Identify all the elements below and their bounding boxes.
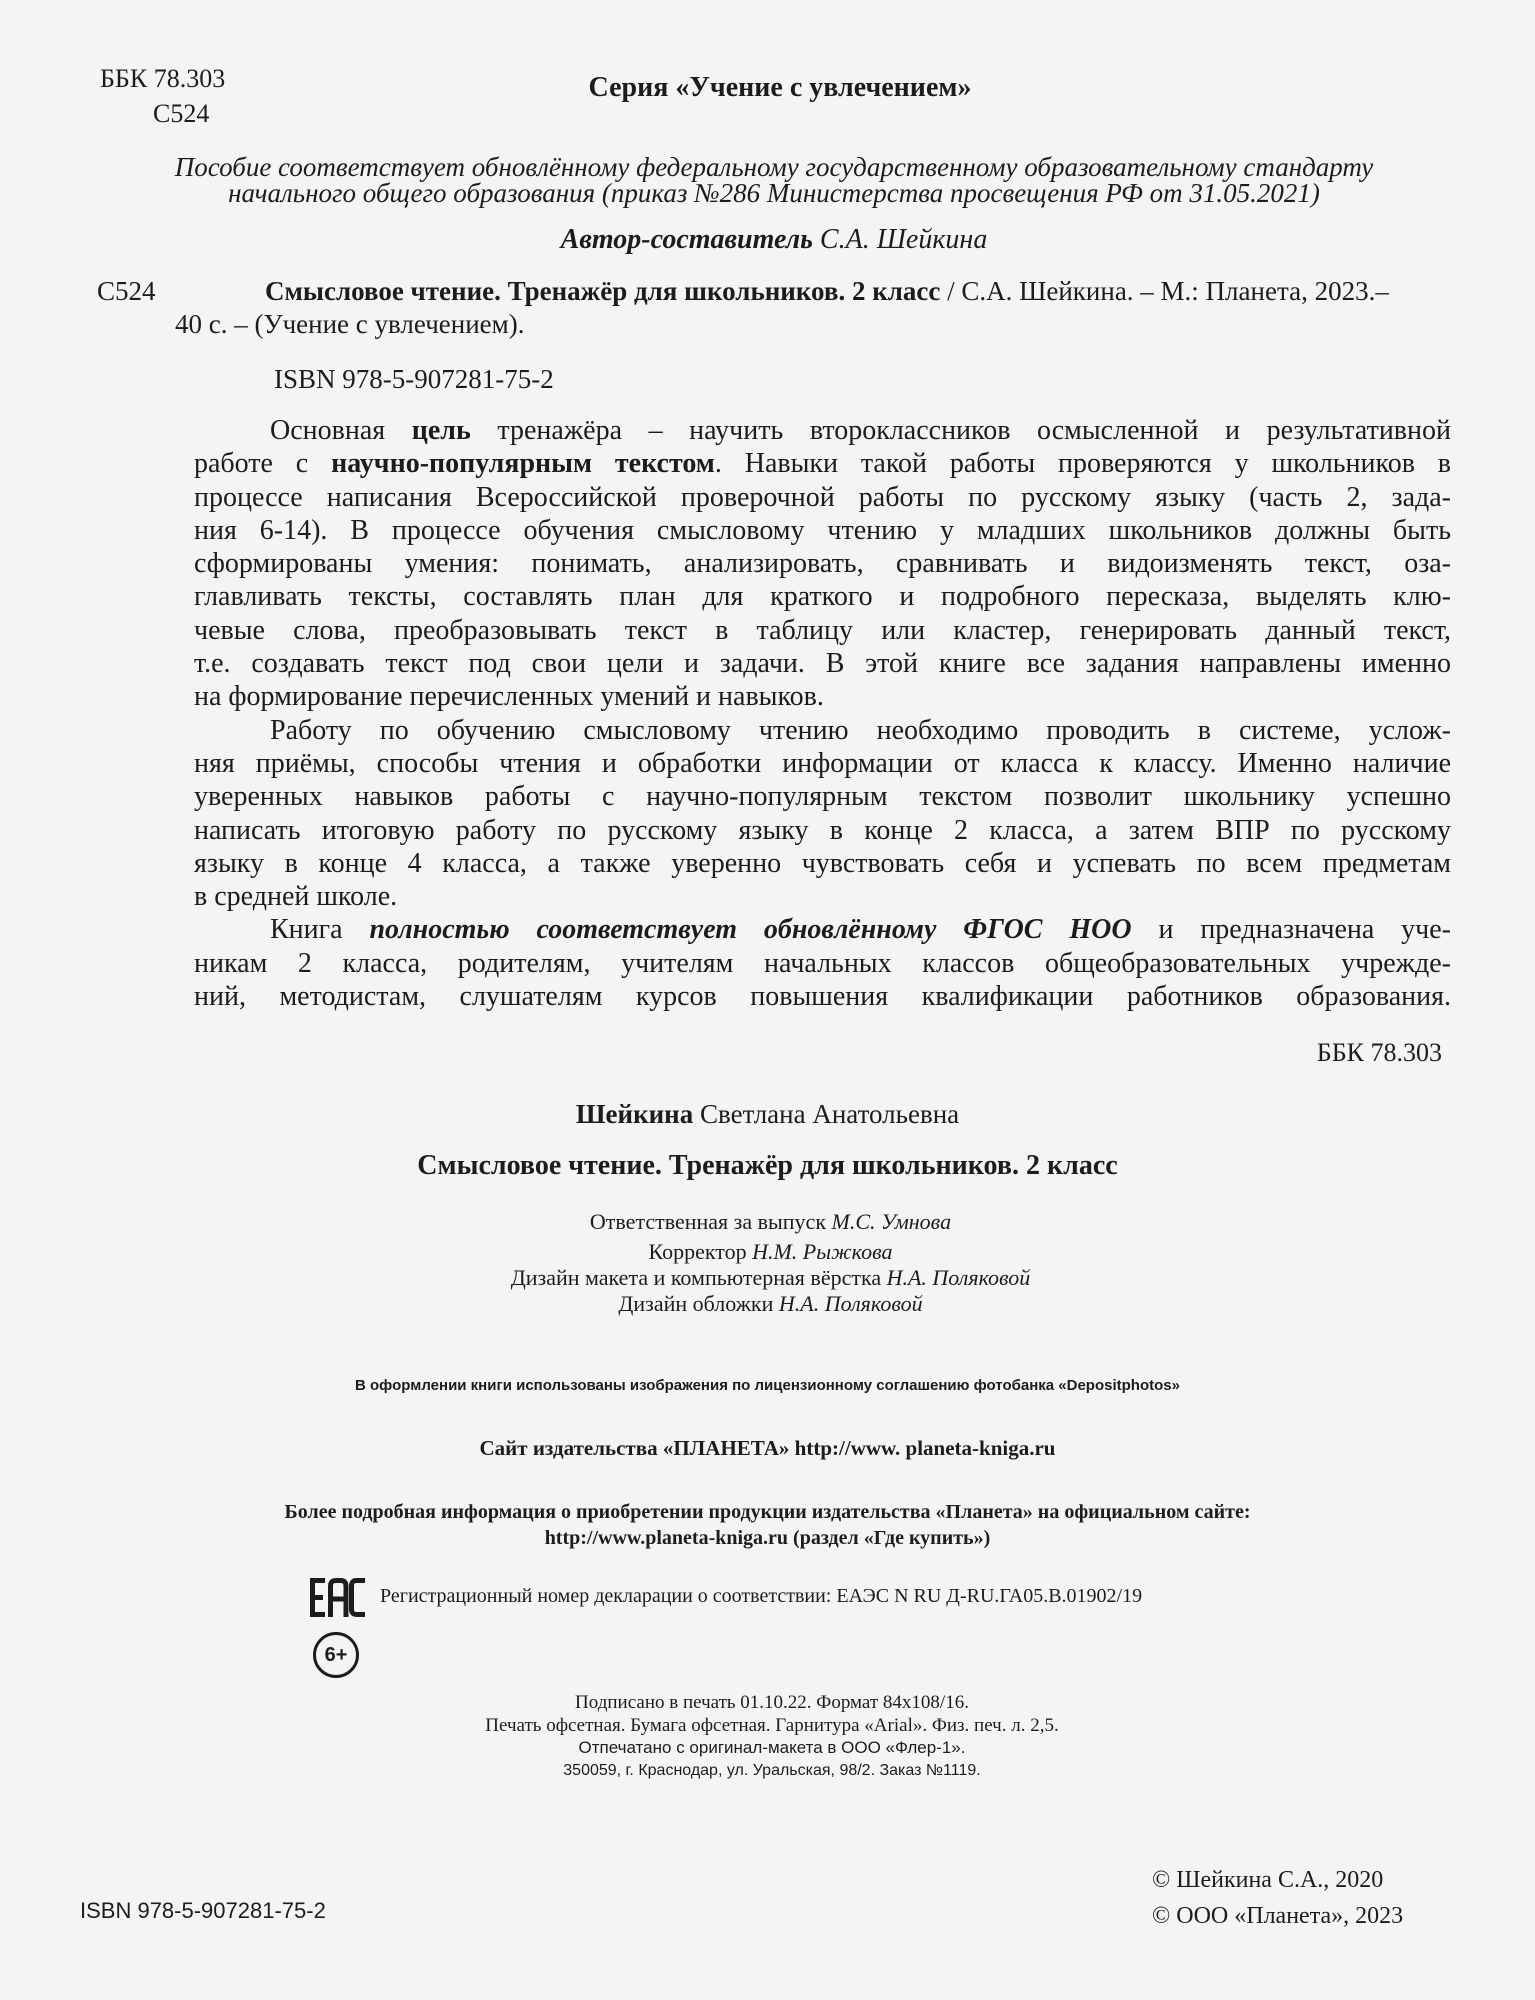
- author-label: Автор-составитель: [560, 224, 813, 255]
- body-line: т.е. создавать текст под свои цели и задачи. В этой книге все задания направлены именно: [194, 648, 1451, 680]
- copyright-line: © Шейкина С.А., 2020: [1152, 1867, 1384, 1893]
- declaration-number: Регистрационный номер декларации о соответствии: ЕАЭС N RU Д-RU.ГА05.В.01902/19: [380, 1585, 1143, 1607]
- credit-line: [0, 1208, 1535, 1236]
- age-rating-badge: 6+: [313, 1632, 359, 1678]
- body-text: [194, 414, 1451, 1013]
- bib-entry-line: [265, 275, 1389, 307]
- eac-letter-a: [331, 1581, 347, 1618]
- credit-line: [0, 1238, 1535, 1266]
- credit-name: Н.М. Рыжкова: [752, 1239, 893, 1264]
- catalog-index-top: С524: [153, 99, 210, 128]
- body-line: [194, 447, 1451, 480]
- body-line: языку в конце 4 класса, а также уверенно чувствовать себя и успевать по всем предметам: [194, 847, 1451, 879]
- footer-isbn: ISBN 978-5-907281-75-2: [80, 1898, 326, 1923]
- body-line: главливать тексты, составлять план для краткого и подробного пересказа, выделять клю-: [194, 581, 1451, 613]
- body-line: в средней школе.: [194, 881, 398, 913]
- body-line: написать итоговую работу по русскому языку в конце 2 класса, а затем ВПР по русскому: [194, 814, 1451, 846]
- purchase-info-line: http://www.planeta-kniga.ru (раздел «Где купить»): [544, 1527, 991, 1549]
- body-line: ний, методистам, слушателям курсов повышения квалификации работников образования.: [194, 981, 1451, 1013]
- body-line: Работу по обучению смысловому чтению необходимо проводить в системе, услож-: [270, 714, 1451, 746]
- eac-logo: [310, 1578, 366, 1617]
- credit-role: Ответственная за выпуск: [589, 1209, 832, 1234]
- body-line: процессе написания Всероссийской проверочной работы по русскому языку (часть 2, зада-: [194, 481, 1451, 513]
- body-text-run: . Навыки такой работы проверяются у школьников в: [714, 448, 1451, 480]
- credit-role: Дизайн обложки: [618, 1291, 779, 1316]
- standard-note-line: Пособие соответствует обновлённому федеральному государственному образовательному стандарту: [174, 152, 1374, 182]
- body-line: никам 2 класса, родителям, учителям начальных классов общеобразовательных учрежде-: [194, 947, 1451, 979]
- author-name: С.А. Шейкина: [812, 224, 988, 255]
- body-line: на формирование перечисленных умений и навыков.: [194, 681, 824, 713]
- credit-line: [0, 1264, 1535, 1292]
- isbn-line: ISBN 978-5-907281-75-2: [274, 364, 554, 394]
- eac-letter-c: [352, 1581, 366, 1615]
- series-title: Серия «Учение с увлечением»: [588, 72, 972, 103]
- imprint-title: Смысловое чтение. Тренажёр для школьников. 2 класс: [417, 1150, 1118, 1181]
- author-surname: Шейкина: [575, 1099, 694, 1129]
- bbk-code-bottom: ББК 78.303: [1316, 1038, 1442, 1067]
- bib-title: Смысловое чтение. Тренажёр для школьников. 2 класс: [265, 276, 941, 306]
- imprint-author: [0, 1098, 1535, 1130]
- credit-line: [0, 1290, 1535, 1318]
- body-line: [194, 414, 1451, 447]
- copyright-line: © ООО «Планета», 2023: [1152, 1903, 1404, 1929]
- body-line: ния 6-14). В процессе обучения смысловому чтению у младших школьников должны быть: [194, 514, 1451, 546]
- images-license-note: В оформлении книги использованы изображения по лицензионному соглашению фотобанка «Depositphotos»: [355, 1377, 1180, 1394]
- author-compiler: [0, 224, 1535, 256]
- body-line: сформированы умения: понимать, анализировать, сравнивать и видоизменять текст, оза-: [194, 548, 1451, 580]
- print-info-line: 350059, г. Краснодар, ул. Уральская, 98/2. Заказ №1119.: [563, 1762, 981, 1779]
- credit-role: Корректор: [648, 1239, 753, 1264]
- body-line: чевые слова, преобразовывать текст в таблицу или кластер, генерировать данный текст,: [194, 614, 1451, 646]
- bib-index: С524: [97, 276, 156, 306]
- bold-italic-term: полностью соответствует обновлённому ФГОС НОО: [369, 914, 1132, 946]
- body-line: уверенных навыков работы с научно-популярным текстом позволит школьнику успешно: [194, 781, 1451, 813]
- credit-name: Н.А. Поляковой: [886, 1265, 1031, 1290]
- credit-name: М.С. Умнова: [831, 1209, 952, 1234]
- body-line: няя приёмы, способы чтения и обработки информации от класса к классу. Именно наличие: [194, 747, 1451, 779]
- print-info-line: Отпечатано с оригинал-макета в ООО «Флер-1».: [578, 1738, 966, 1757]
- body-text-run: Книга: [270, 914, 370, 946]
- body-text-run: тренажёра – научить второклассников осмысленной и результативной: [470, 415, 1451, 446]
- bbk-code-top: ББК 78.303: [100, 64, 226, 93]
- print-info-line: Печать офсетная. Бумага офсетная. Гарнитура «Arial». Физ. печ. л. 2,5.: [485, 1715, 1059, 1736]
- bold-term: научно-популярным текстом: [331, 448, 715, 480]
- print-info-line: Подписано в печать 01.10.22. Формат 84х108/16.: [575, 1692, 969, 1713]
- body-text-run: Основная: [270, 415, 412, 446]
- author-given-names: Светлана Анатольевна: [693, 1099, 960, 1129]
- credit-name: Н.А. Поляковой: [778, 1291, 923, 1316]
- body-text-run: работе с: [194, 448, 332, 480]
- bold-term: цель: [411, 415, 471, 446]
- credit-role: Дизайн макета и компьютерная вёрстка: [510, 1265, 887, 1290]
- standard-note-line: начального общего образования (приказ №286 Министерства просвещения РФ от 31.05.2021): [228, 178, 1320, 208]
- body-text-run: и предназначена уче-: [1131, 914, 1452, 946]
- bib-details: / С.А. Шейкина. – М.: Планета, 2023.–: [940, 276, 1389, 306]
- eac-letter-e: [313, 1581, 326, 1615]
- purchase-info-line: Более подробная информация о приобретении продукции издательства «Планета» на официальном сайте:: [284, 1501, 1251, 1523]
- bib-entry-continuation: 40 с. – (Учение с увлечением).: [175, 309, 525, 339]
- body-line: [194, 913, 1451, 946]
- publisher-website: Сайт издательства «ПЛАНЕТА» http://www. planeta-kniga.ru: [479, 1436, 1056, 1460]
